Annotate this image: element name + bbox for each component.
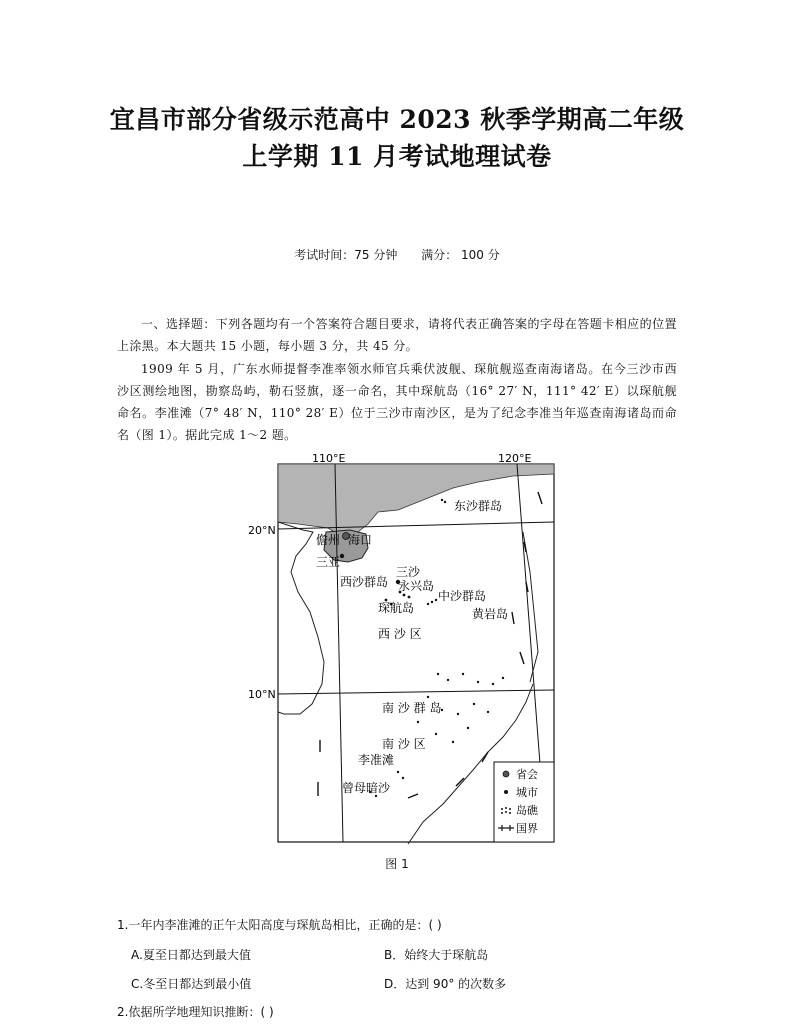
label-chenhang: 琛航岛 bbox=[378, 601, 415, 615]
label-huangyan: 黄岩岛 bbox=[472, 607, 509, 621]
legend-reef: 岛礁 bbox=[516, 804, 538, 817]
label-10n: 10°N bbox=[248, 688, 276, 701]
label-xisha-district: 西 沙 区 bbox=[378, 627, 422, 641]
question-1-option-b: B．始终大于琛航岛 bbox=[384, 948, 489, 962]
exam-time: 考试时间：75 分钟 bbox=[294, 248, 398, 262]
south-china-sea-map bbox=[248, 452, 558, 844]
figure-caption: 图 1 bbox=[385, 857, 409, 871]
question-1-option-c: C.冬至日都达到最小值 bbox=[131, 977, 252, 991]
full-score: 满分： 100 分 bbox=[421, 248, 500, 262]
document-title-line2: 上学期 11 月考试地理试卷 bbox=[242, 142, 552, 171]
question-1-stem: 1.一年内李准滩的正午太阳高度与琛航岛相比，正确的是：( ) bbox=[117, 918, 442, 932]
label-nansha-islands: 南 沙 群 岛 bbox=[382, 701, 442, 715]
label-zhongsha: 中沙群岛 bbox=[438, 589, 487, 603]
question-2-stem: 2.依据所学地理知识推断：( ) bbox=[117, 1005, 274, 1019]
label-sansha: 三沙 bbox=[396, 565, 421, 579]
label-lizhuntan: 李准滩 bbox=[358, 753, 395, 767]
legend-border: 国界 bbox=[516, 822, 538, 835]
label-zengmu: 曾母暗沙 bbox=[342, 781, 391, 795]
legend-city: 城市 bbox=[516, 786, 538, 799]
section-instructions: 一、选择题：下列各题均有一个答案符合题目要求，请将代表正确答案的字母在答题卡相应的位置上涂黑。本大题共 15 小题，每小题 3 分，共 45 分。 bbox=[117, 317, 677, 353]
label-yongxing: 永兴岛 bbox=[398, 579, 435, 593]
label-nansha-district: 南 沙 区 bbox=[382, 737, 426, 751]
sanya-city-marker bbox=[340, 554, 344, 558]
label-110e: 110°E bbox=[312, 452, 346, 465]
exam-meta bbox=[0, 246, 794, 263]
question-1-option-d: D．达到 90° 的次数多 bbox=[384, 977, 507, 991]
question-1-option-a: A.夏至日都达到最大值 bbox=[131, 948, 251, 962]
legend-capital-icon bbox=[503, 771, 509, 777]
label-sanya: 三亚 bbox=[316, 555, 341, 569]
legend-capital: 省会 bbox=[516, 768, 538, 781]
document-title-line1: 宜昌市部分省级示范高中 2023 秋季学期高二年级 bbox=[109, 105, 685, 134]
label-120e: 120°E bbox=[498, 452, 532, 465]
map-legend bbox=[494, 762, 554, 842]
label-dongsha: 东沙群岛 bbox=[454, 499, 503, 513]
reading-passage: 1909 年 5 月，广东水师提督李准率领水师官兵乘伏波舰、琛航舰巡查南海诸岛。在今三沙市西沙区测绘地图，勘察岛屿，勒石竖旗，逐一命名，其中琛航岛（16° 27′ N，111° 42′ E）以琛航舰命名。李准滩（7° 48′ N，110° 28′ E）位于三沙市南沙区，是为了纪念李准当年巡查南海诸岛而命名（图 1）。据此完成 1～2 题。 bbox=[117, 362, 677, 442]
legend-city-icon bbox=[504, 790, 508, 794]
label-danzhou: 儋州 bbox=[316, 533, 341, 547]
label-xisha-islands: 西沙群岛 bbox=[340, 575, 389, 589]
label-haikou: 海口 bbox=[348, 533, 373, 547]
label-20n: 20°N bbox=[248, 524, 276, 537]
